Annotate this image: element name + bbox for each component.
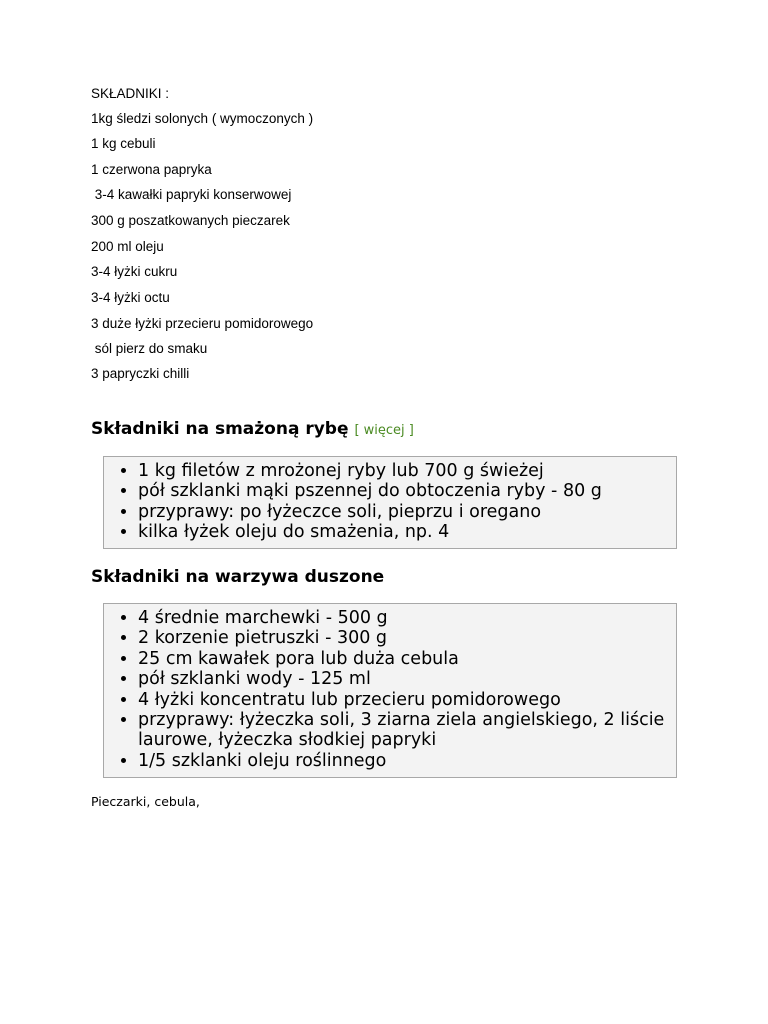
list-item: • przyprawy: po łyżeczce soli, pieprzu i oregano [138,502,670,522]
ingredient-line: 300 g poszatkowanych pieczarek [91,213,290,228]
ingredients-title: SKŁADNIKI : [91,86,170,101]
ingredient-line: 200 ml oleju [91,239,164,254]
list-item: • 4 łyżki koncentratu lub przecieru pomidorowego [138,690,670,710]
fish-ingredients-box [103,456,677,549]
ingredient-line: 3-4 łyżki cukru [91,264,178,279]
list-item: • kilka łyżek oleju do smażenia, np. 4 [138,522,670,542]
ingredient-line: 3-4 łyżki octu [91,290,170,305]
ingredient-line: 3 papryczki chilli [91,366,190,381]
list-item: • 4 średnie marchewki - 500 g [138,608,670,628]
veg-ingredients-list [104,604,676,771]
fish-ingredients-list [104,457,676,543]
ingredient-line: 1 kg cebuli [91,136,156,151]
veg-ingredients-box [103,603,677,778]
list-item: • pół szklanki mąki pszennej do obtoczenia ryby - 80 g [138,481,670,501]
veg-section-heading: Składniki na warzywa duszone [91,567,385,587]
list-item: • 25 cm kawałek pora lub duża cebula [138,649,670,669]
more-link[interactable]: [ więcej ] [354,423,414,438]
fish-section-heading-text: Składniki na smażoną rybę [91,419,349,439]
fish-section-heading [91,418,414,442]
ingredient-line: 3 duże łyżki przecieru pomidorowego [91,316,314,331]
list-item: • 1 kg filetów z mrożonej ryby lub 700 g świeżej [138,461,670,481]
ingredient-line: 3-4 kawałki papryki konserwowej [91,187,292,202]
footer-note: Pieczarki, cebula, [91,794,200,809]
ingredient-line: sól pierz do smaku [91,341,208,356]
list-item: • pół szklanki wody - 125 ml [138,669,670,689]
list-item: • przyprawy: łyżeczka soli, 3 ziarna ziela angielskiego, 2 liście laurowe, łyżeczka słodkiej papryki [138,710,670,751]
list-item: • 2 korzenie pietruszki - 300 g [138,628,670,648]
ingredient-line: 1 czerwona papryka [91,162,212,177]
list-item: • 1/5 szklanki oleju roślinnego [138,751,670,771]
ingredient-line: 1kg śledzi solonych ( wymoczonych ) [91,111,314,126]
